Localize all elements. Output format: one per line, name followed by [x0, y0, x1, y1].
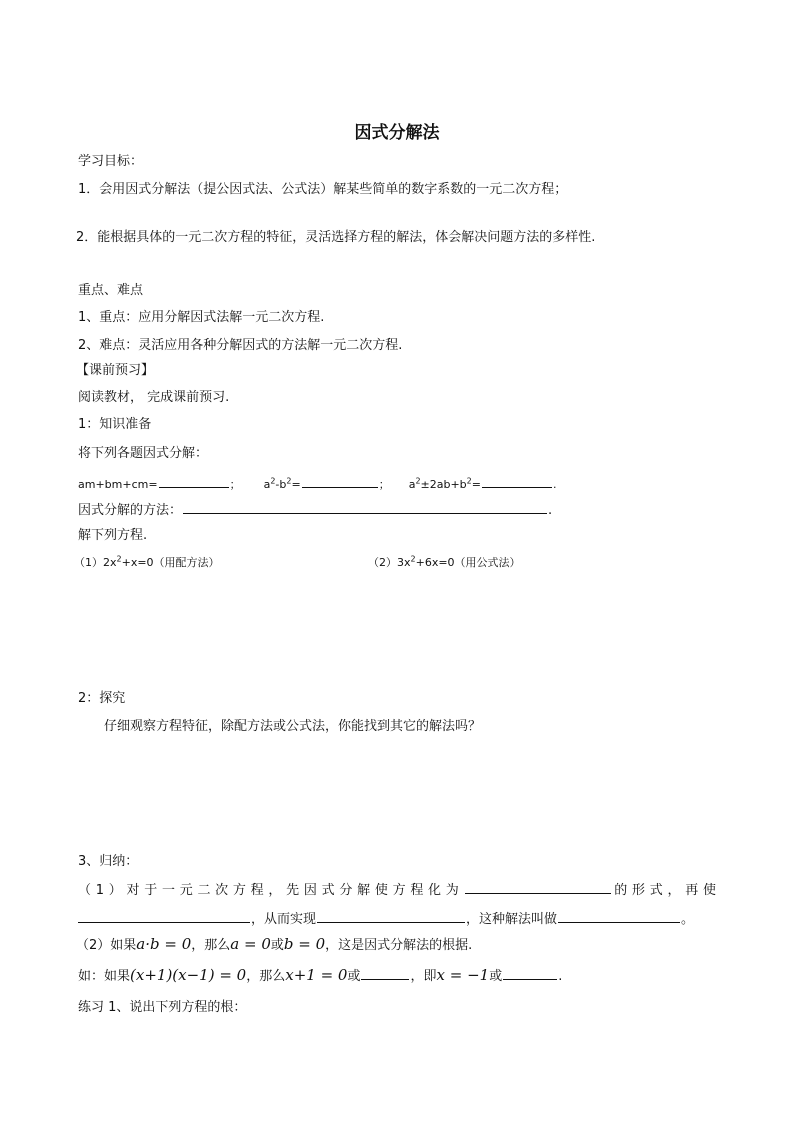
example-a: 如：如果 — [78, 969, 131, 984]
factor-c-b: ±2ab+b — [420, 478, 467, 491]
basis-b: ，那么 — [191, 938, 231, 953]
factor-b-sup-1: 2 — [270, 476, 276, 486]
factor-b-b: -b — [275, 478, 287, 491]
objective-2: 2．能根据具体的一元二次方程的特征，灵活选择方程的解法，体会解决问题方法的多样性. — [76, 230, 596, 245]
eq1-suffix: +x=0（用配方法） — [121, 556, 220, 569]
method-blank[interactable] — [183, 501, 547, 514]
factor-b-suffix: ； — [378, 478, 390, 491]
factor-c-sup-1: 2 — [415, 476, 421, 486]
factor-exercises — [78, 475, 556, 493]
factor-a-suffix: ； — [229, 478, 241, 491]
example-e: 或 — [489, 969, 503, 984]
basis-d: ，这是因式分解法的根据. — [325, 938, 473, 953]
example-b: ，那么 — [246, 969, 286, 984]
solve-instruction: 解下列方程. — [78, 528, 148, 543]
basis-c: 或 — [270, 938, 284, 953]
explore-heading: 2：探究 — [78, 691, 126, 706]
basis-expr-1: a·b = 0 — [136, 935, 192, 953]
basis-expr-2: a = 0 — [230, 935, 271, 953]
equation-1 — [74, 555, 220, 571]
factor-b-blank[interactable] — [302, 475, 378, 488]
factor-b-sup-2: 2 — [286, 476, 292, 486]
summary-condition-blank[interactable] — [78, 910, 250, 923]
preview-heading: 【课前预习】 — [76, 363, 155, 378]
summary-realize-blank[interactable] — [317, 910, 465, 923]
factor-c-a: a — [408, 478, 416, 491]
example-d: ，即 — [410, 969, 437, 984]
preview-instruction: 阅读教材， 完成课前预习. — [78, 390, 230, 405]
factor-b-a: a — [263, 478, 271, 491]
summary-form-blank[interactable] — [465, 881, 611, 894]
summary-line-2 — [78, 910, 694, 928]
objective-1: 1．会用因式分解法（提公因式法、公式法）解某些简单的数字系数的一元二次方程； — [78, 182, 568, 197]
factor-a-prefix: am+bm+cm= — [78, 478, 158, 491]
example-line — [78, 967, 562, 985]
factor-c-sup-2: 2 — [466, 476, 472, 486]
summary-method-blank[interactable] — [558, 910, 680, 923]
factor-a-blank[interactable] — [159, 475, 229, 488]
practice-heading: 练习 1、说出下列方程的根： — [78, 1000, 247, 1015]
objectives-heading: 学习目标： — [78, 154, 144, 169]
example-blank-2[interactable] — [503, 967, 557, 980]
factor-c-eq: = — [471, 478, 481, 491]
example-expr-2: x+1 = 0 — [285, 966, 348, 984]
explore-question: 仔细观察方程特征，除配方法或公式法，你能找到其它的解法吗？ — [104, 719, 482, 734]
eq2-suffix: +6x=0（用公式法） — [415, 556, 521, 569]
summary-heading: 3、归纳： — [78, 854, 139, 869]
knowledge-heading: 1：知识准备 — [78, 417, 152, 432]
method-label: 因式分解的方法： — [78, 503, 183, 518]
basis-a: （2）如果 — [76, 938, 137, 953]
method-line — [78, 501, 552, 519]
eq2-prefix: （2）3x — [368, 556, 411, 569]
eq1-prefix: （1）2x — [74, 556, 117, 569]
summary-2-c: 。 — [681, 912, 695, 927]
key-heading: 重点、难点 — [78, 283, 144, 298]
summary-1-a: （1）对于一元二次方程，先因式分解使方程化为 — [78, 883, 464, 898]
factor-c-blank[interactable] — [482, 475, 552, 488]
summary-2-a: ，从而实现 — [251, 912, 317, 927]
example-expr-3: x = −1 — [436, 966, 490, 984]
equation-2 — [368, 555, 521, 571]
factor-c-suffix: . — [552, 478, 557, 491]
method-suffix: . — [548, 503, 553, 518]
key-point: 1、重点：应用分解因式法解一元二次方程. — [78, 310, 325, 325]
example-f: . — [558, 969, 563, 984]
example-c: 或 — [347, 969, 361, 984]
summary-2-b: ，这种解法叫做 — [466, 912, 558, 927]
basis-line — [76, 936, 472, 954]
factor-b-eq: = — [291, 478, 301, 491]
eq1-sup: 2 — [116, 554, 122, 564]
example-blank-1[interactable] — [361, 967, 409, 980]
summary-line-1 — [78, 881, 718, 899]
basis-expr-3: b = 0 — [283, 935, 326, 953]
page-title: 因式分解法 — [354, 123, 440, 143]
eq2-sup: 2 — [410, 554, 416, 564]
factor-instruction: 将下列各题因式分解： — [78, 446, 209, 461]
example-expr-1: (x+1)(x−1) = 0 — [130, 966, 247, 984]
difficult-point: 2、难点：灵活应用各种分解因式的方法解一元二次方程. — [78, 338, 403, 353]
summary-1-b: 的形式，再使 — [611, 883, 718, 898]
